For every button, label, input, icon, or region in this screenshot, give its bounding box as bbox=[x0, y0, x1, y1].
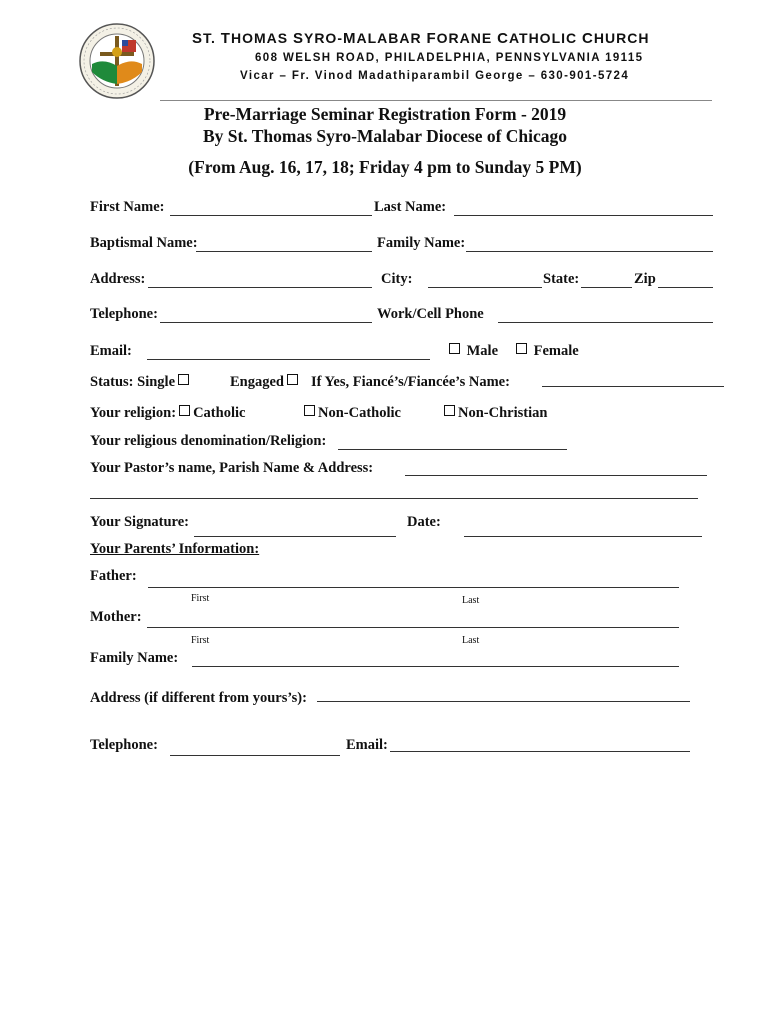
work-cell-field[interactable] bbox=[498, 322, 713, 323]
address-field[interactable] bbox=[148, 287, 372, 288]
telephone-label: Telephone: bbox=[90, 306, 158, 322]
denomination-field[interactable] bbox=[338, 449, 567, 450]
zip-label: Zip bbox=[634, 271, 656, 287]
father-label: Father: bbox=[90, 568, 137, 584]
non-christian-label: Non-Christian bbox=[458, 405, 548, 421]
religion-option-catholic[interactable] bbox=[90, 405, 245, 422]
church-name-part: SYRO- bbox=[292, 30, 343, 47]
church-address: 608 WELSH ROAD, PHILADELPHIA, PENNSYLVANIA 19115 bbox=[255, 52, 644, 64]
church-seal-icon bbox=[78, 22, 156, 100]
address-label: Address: bbox=[90, 271, 146, 287]
church-name-part: MALABAR bbox=[342, 30, 427, 47]
church-name-part: CATHOLIC bbox=[497, 30, 583, 47]
religion-option-non-christian[interactable] bbox=[441, 405, 547, 422]
date-field[interactable] bbox=[464, 536, 702, 537]
religion-label: Your religion: bbox=[90, 405, 177, 421]
father-first-caption: First bbox=[191, 593, 210, 604]
denomination-label: Your religious denomination/Religion: bbox=[90, 433, 327, 449]
city-label: City: bbox=[381, 271, 413, 287]
parents-family-name-field[interactable] bbox=[192, 666, 679, 667]
non-christian-checkbox[interactable] bbox=[444, 405, 455, 416]
parents-telephone-field[interactable] bbox=[170, 755, 340, 756]
date-label: Date: bbox=[407, 514, 441, 530]
female-option[interactable] bbox=[513, 343, 579, 360]
parents-address-field[interactable] bbox=[317, 701, 690, 702]
signature-field[interactable] bbox=[194, 536, 396, 537]
fiance-name-field[interactable] bbox=[542, 386, 724, 387]
family-name-label: Family Name: bbox=[377, 235, 466, 251]
engaged-checkbox[interactable] bbox=[287, 374, 298, 385]
first-name-field[interactable] bbox=[170, 215, 372, 216]
church-name bbox=[192, 30, 649, 47]
last-name-field[interactable] bbox=[454, 215, 713, 216]
church-vicar: Vicar – Fr. Vinod Madathiparambil George – 630-901-5724 bbox=[240, 70, 630, 82]
parents-email-label: Email: bbox=[346, 737, 388, 753]
male-label: Male bbox=[466, 343, 499, 359]
city-field[interactable] bbox=[428, 287, 542, 288]
religion-option-non-catholic[interactable] bbox=[301, 405, 401, 422]
fiance-name-label: If Yes, Fiancé’s/Fiancée’s Name: bbox=[311, 374, 510, 390]
form-dates: (From Aug. 16, 17, 18; Friday 4 pm to Sunday 5 PM) bbox=[188, 157, 582, 177]
parents-family-name-label: Family Name: bbox=[90, 650, 179, 666]
male-checkbox[interactable] bbox=[449, 343, 460, 354]
parents-heading: Your Parents’ Information: bbox=[90, 541, 260, 557]
work-cell-label: Work/Cell Phone bbox=[377, 306, 484, 322]
form-subtitle: By St. Thomas Syro-Malabar Diocese of Chicago bbox=[202, 126, 568, 146]
family-name-field[interactable] bbox=[466, 251, 713, 252]
pastor-field[interactable] bbox=[405, 475, 707, 476]
parents-telephone-label: Telephone: bbox=[90, 737, 158, 753]
catholic-checkbox[interactable] bbox=[179, 405, 190, 416]
female-label: Female bbox=[533, 343, 579, 359]
father-last-caption: Last bbox=[462, 595, 480, 606]
signature-label: Your Signature: bbox=[90, 514, 189, 530]
church-name-part: ST. bbox=[192, 30, 221, 47]
church-name-part: FORANE bbox=[426, 30, 498, 47]
state-label: State: bbox=[543, 271, 580, 287]
baptismal-name-field[interactable] bbox=[196, 251, 372, 252]
parents-email-field[interactable] bbox=[390, 751, 690, 752]
form-title: Pre-Marriage Seminar Registration Form - 2019 bbox=[203, 104, 567, 124]
engaged-option[interactable] bbox=[230, 374, 301, 391]
mother-first-caption: First bbox=[191, 635, 210, 646]
telephone-field[interactable] bbox=[160, 322, 372, 323]
last-name-label: Last Name: bbox=[374, 199, 447, 215]
baptismal-name-label: Baptismal Name: bbox=[90, 235, 198, 251]
mother-field[interactable] bbox=[147, 627, 679, 628]
mother-label: Mother: bbox=[90, 609, 142, 625]
email-field[interactable] bbox=[147, 359, 430, 360]
first-name-label: First Name: bbox=[90, 199, 165, 215]
pastor-field-line2[interactable] bbox=[90, 498, 698, 499]
engaged-label: Engaged bbox=[230, 374, 284, 390]
non-catholic-label: Non-Catholic bbox=[318, 405, 401, 421]
parents-address-label: Address (if different from yours’s): bbox=[90, 690, 307, 706]
church-name-part: THOMAS bbox=[220, 30, 293, 47]
female-checkbox[interactable] bbox=[516, 343, 527, 354]
non-catholic-checkbox[interactable] bbox=[304, 405, 315, 416]
header-divider bbox=[160, 100, 712, 101]
catholic-label: Catholic bbox=[193, 405, 246, 421]
pastor-label: Your Pastor’s name, Parish Name & Address: bbox=[90, 460, 374, 476]
zip-field[interactable] bbox=[658, 287, 713, 288]
church-logo bbox=[78, 22, 156, 100]
father-field[interactable] bbox=[148, 587, 679, 588]
state-field[interactable] bbox=[581, 287, 632, 288]
male-option[interactable] bbox=[446, 343, 498, 360]
status-single-label: Status: Single bbox=[90, 374, 176, 390]
mother-last-caption: Last bbox=[462, 635, 480, 646]
church-name-part: CHURCH bbox=[582, 30, 650, 47]
single-checkbox[interactable] bbox=[178, 374, 189, 385]
email-label: Email: bbox=[90, 343, 132, 359]
status-single-option[interactable] bbox=[90, 374, 192, 391]
